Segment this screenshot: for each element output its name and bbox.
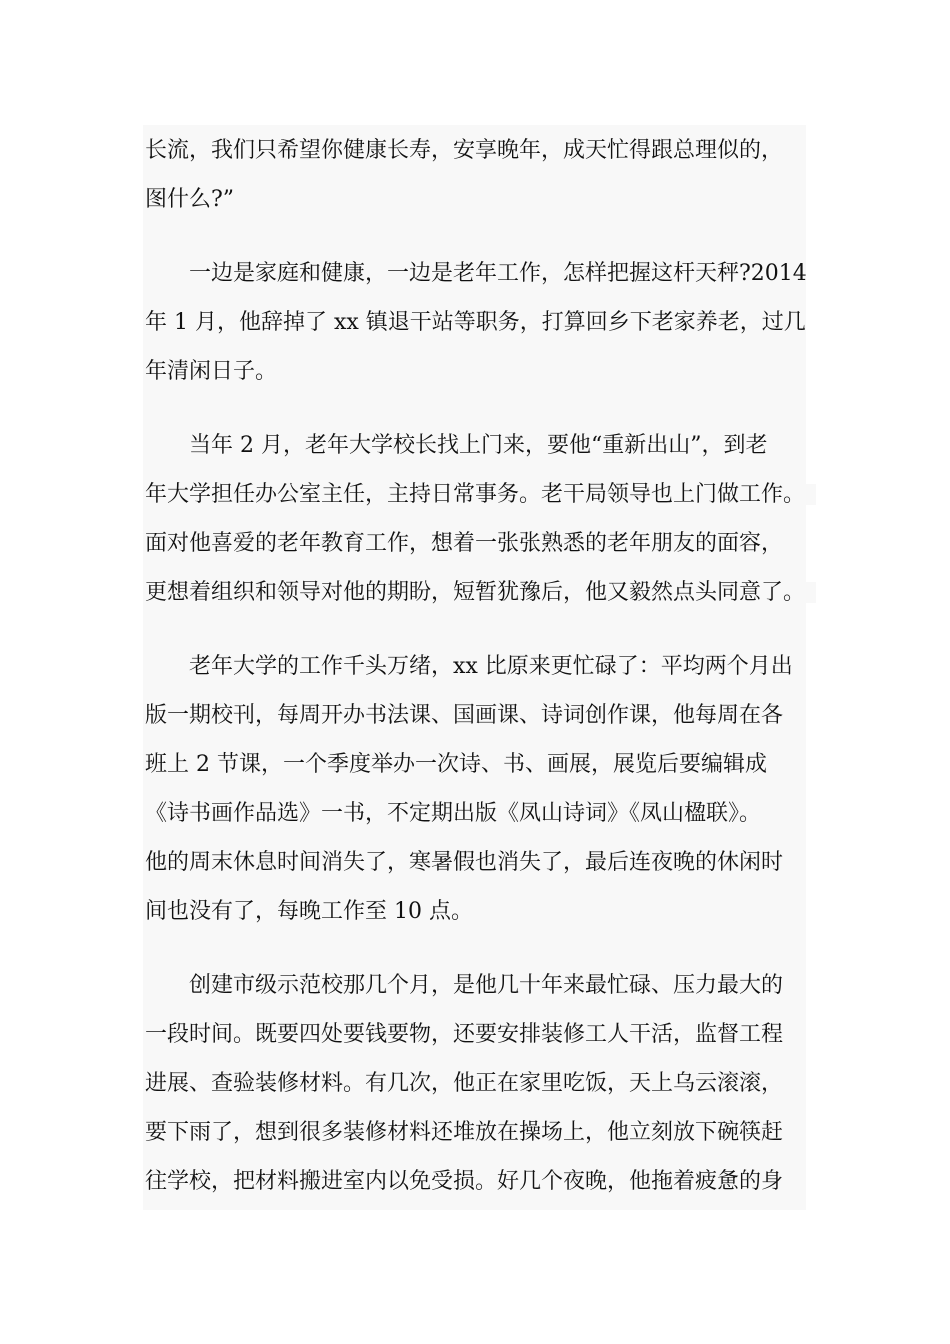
text-line: 当年 2 月，老年大学校长找上门来，要他“重新出山”，到老 xyxy=(189,433,768,458)
text-line: 年 1 月，他辞掉了 xx 镇退干站等职务，打算回乡下老家养老，过几 xyxy=(145,310,806,335)
text-line: 长流，我们只希望你健康长寿，安享晚年，成天忙得跟总理似的， xyxy=(145,138,784,163)
text-line: 创建市级示范校那几个月，是他几十年来最忙碌、压力最大的 xyxy=(189,973,784,998)
text-line: 间也没有了，每晚工作至 10 点。 xyxy=(145,899,473,924)
text-line: 面对他喜爱的老年教育工作，想着一张张熟悉的老年朋友的面容， xyxy=(145,531,784,556)
text-line: 班上 2 节课，一个季度举办一次诗、书、画展，展览后要编辑成 xyxy=(145,752,767,777)
text-background-extension xyxy=(806,484,816,505)
text-line: 一段时间。既要四处要钱要物，还要安排装修工人干活，监督工程 xyxy=(145,1022,784,1047)
text-line: 进展、查验装修材料。有几次，他正在家里吃饭，天上乌云滚滚， xyxy=(145,1071,784,1096)
text-line: 老年大学的工作千头万绪，xx 比原来更忙碌了：平均两个月出 xyxy=(189,654,793,679)
text-line: 他的周末休息时间消失了，寒暑假也消失了，最后连夜晚的休闲时 xyxy=(145,850,784,875)
text-line: 往学校，把材料搬进室内以免受损。好几个夜晚，他拖着疲惫的身 xyxy=(145,1169,784,1194)
text-line: 年清闲日子。 xyxy=(145,359,278,384)
text-line: 图什么?” xyxy=(145,187,235,212)
text-background-extension xyxy=(806,582,816,603)
text-line: 版一期校刊，每周开办书法课、国画课、诗词创作课，他每周在各 xyxy=(145,703,784,728)
text-line: 更想着组织和领导对他的期盼，短暂犹豫后，他又毅然点头同意了。 xyxy=(145,580,806,605)
text-line: 年大学担任办公室主任，主持日常事务。老干局领导也上门做工作。 xyxy=(145,482,806,507)
text-line: 一边是家庭和健康，一边是老年工作，怎样把握这杆天秤?2014 xyxy=(189,261,807,286)
text-line: 《诗书画作品选》一书，不定期出版《凤山诗词》《凤山楹联》。 xyxy=(145,801,762,826)
text-line: 要下雨了，想到很多装修材料还堆放在操场上，他立刻放下碗筷赶 xyxy=(145,1120,784,1145)
